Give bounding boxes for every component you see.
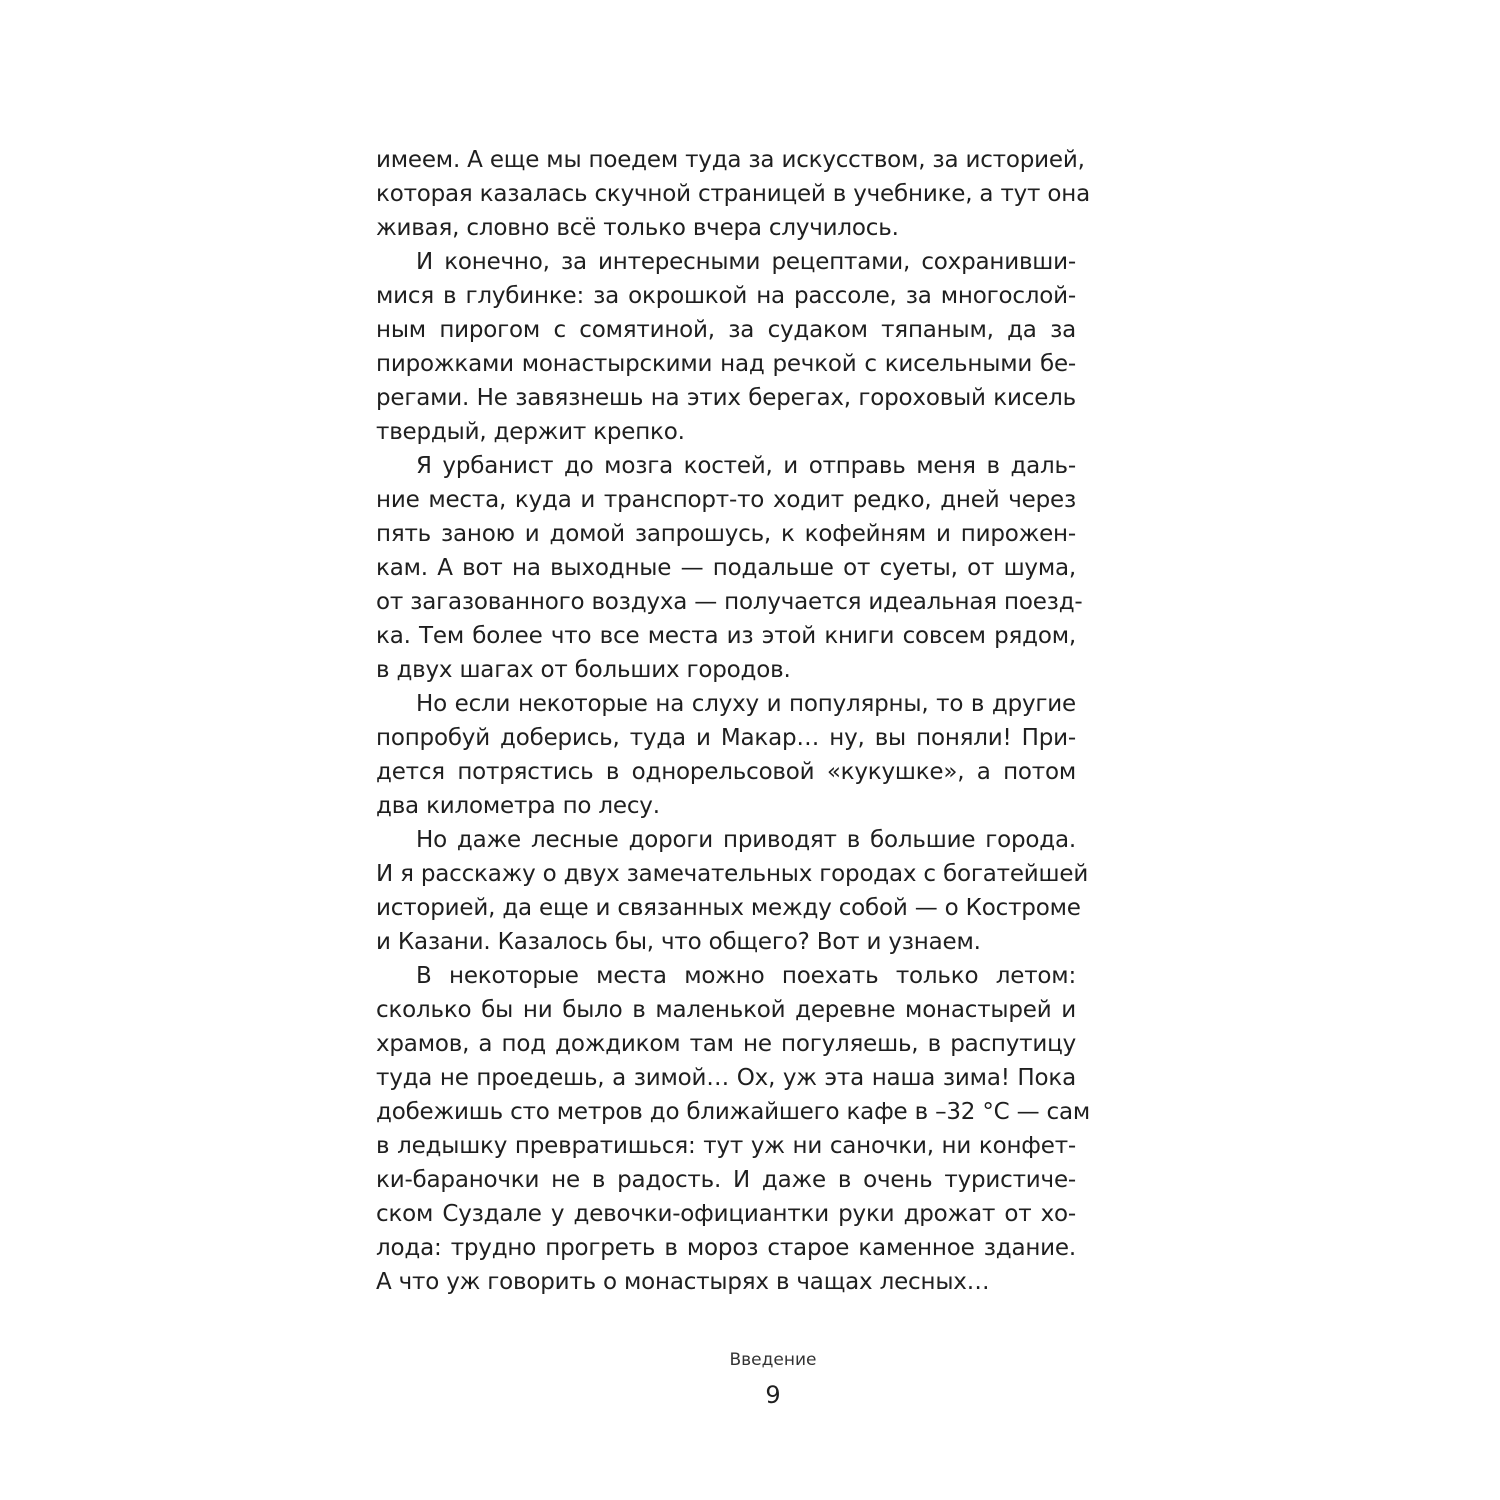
text-line: два километра по лесу. [376, 793, 660, 819]
page-footer [0, 1348, 1500, 1410]
text-line: от загазованного воздуха — получается идеальная поезд- [376, 589, 1083, 615]
text-line: кам. А вот на выходные — подальше от суеты, от шума, [376, 555, 1076, 581]
text-line: живая, словно всё только вчера случилось. [376, 215, 899, 241]
text-line: ние места, куда и транспорт-то ходит редко, дней через [376, 487, 1076, 513]
text-line: которая казалась скучной страницей в учебнике, а тут она [376, 181, 1090, 207]
text-line: дется потрястись в однорельсовой «кукушке», а потом [376, 759, 1076, 785]
text-line: ском Суздале у девочки-официантки руки дрожат от хо- [376, 1201, 1076, 1227]
text-line: ным пирогом с сомятиной, за судаком тяпаным, да за [376, 317, 1076, 343]
text-line: ки-бараночки не в радость. И даже в очень туристиче- [376, 1167, 1076, 1193]
text-line: ка. Тем более что все места из этой книги совсем рядом, [376, 623, 1076, 649]
text-line: мися в глубинке: за окрошкой на рассоле, за многослой- [376, 283, 1076, 309]
text-line: попробуй доберись, туда и Макар… ну, вы поняли! При- [376, 725, 1076, 751]
text-line: И конечно, за интересными рецептами, сохранивши- [416, 249, 1076, 275]
text-line: Я урбанист до мозга костей, и отправь меня в даль- [416, 453, 1076, 479]
text-line: и Казани. Казалось бы, что общего? Вот и узнаем. [376, 929, 981, 955]
text-line: лода: трудно прогреть в мороз старое каменное здание. [376, 1235, 1076, 1261]
section-title: Введение [729, 1350, 817, 1370]
text-line: сколько бы ни было в маленькой деревне монастырей и [376, 997, 1076, 1023]
text-line: пять заною и домой запрошусь, к кофейням и пирожен- [376, 521, 1076, 547]
text-line: пирожками монастырскими над речкой с кисельными бе- [376, 351, 1076, 377]
text-line: туда не проедешь, а зимой… Ох, уж эта наша зима! Пока [376, 1065, 1076, 1091]
text-line: добежишь сто метров до ближайшего кафе в –32 °С — сам [376, 1099, 1091, 1125]
page-number: 9 [765, 1381, 781, 1409]
text-line: храмов, а под дождиком там не погуляешь, в распутицу [376, 1031, 1076, 1057]
text-line: имеем. А еще мы поедем туда за искусством, за историей, [376, 147, 1085, 173]
text-line: А что уж говорить о монастырях в чащах лесных… [376, 1269, 990, 1295]
text-line: И я расскажу о двух замечательных городах с богатейшей [376, 861, 1089, 887]
text-line: регами. Не завязнешь на этих берегах, гороховый кисель [376, 385, 1076, 411]
text-line: твердый, держит крепко. [376, 419, 685, 445]
text-line: В некоторые места можно поехать только летом: [416, 963, 1076, 989]
text-line: Но если некоторые на слуху и популярны, то в другие [416, 691, 1076, 717]
text-line: в двух шагах от больших городов. [376, 657, 791, 683]
body-text [376, 143, 1091, 1299]
text-line: в ледышку превратишься: тут уж ни саночки, ни конфет- [376, 1133, 1076, 1159]
text-line: историей, да еще и связанных между собой — о Костроме [376, 895, 1081, 921]
text-line: Но даже лесные дороги приводят в большие города. [416, 827, 1076, 853]
